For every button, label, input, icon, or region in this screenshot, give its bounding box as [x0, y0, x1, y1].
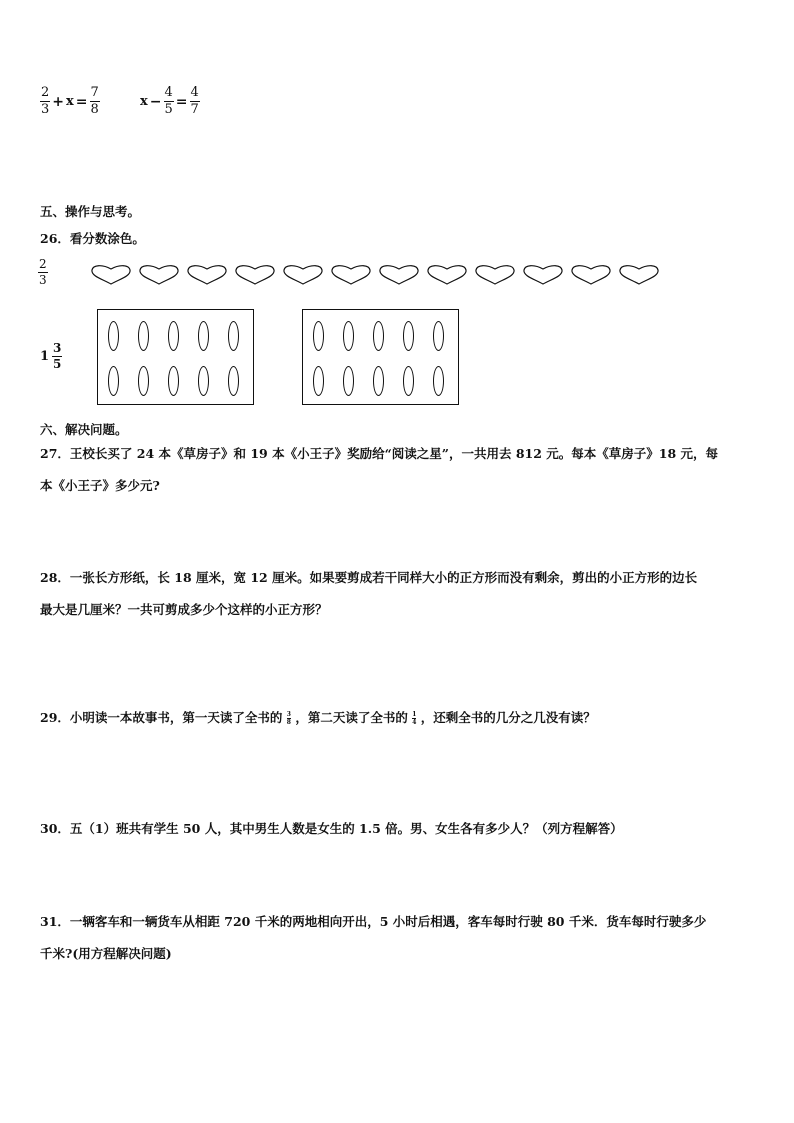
- heart-shape: [426, 264, 468, 286]
- oval-shape: [373, 321, 384, 351]
- numerator: 1: [412, 711, 417, 718]
- heart-shape: [234, 264, 276, 286]
- denominator: 5: [53, 357, 62, 372]
- denominator: 8: [286, 719, 291, 726]
- denominator: 8: [90, 102, 99, 118]
- numerator: 4: [164, 85, 173, 100]
- oval-shape: [313, 366, 324, 396]
- question-29-part-3: ，还剩全书的几分之几没有读？: [420, 710, 596, 725]
- fraction: [164, 86, 174, 118]
- equation-1: [40, 86, 100, 118]
- oval-shape: [108, 321, 119, 351]
- heart-shape: [618, 264, 660, 286]
- heart-shape: [522, 264, 564, 286]
- question-30-line-1: 30．五（1）班共有学生 50 人，其中男生人数是女生的 1.5 倍。男、女生各有多少人？（列方程解答）: [40, 821, 623, 836]
- heart-shape: [282, 264, 324, 286]
- denominator: 3: [41, 102, 50, 118]
- fraction: [52, 342, 62, 371]
- numerator: 3: [53, 341, 62, 355]
- oval-shape: [373, 366, 384, 396]
- plus-sign: +: [52, 93, 65, 110]
- hearts-row: [90, 264, 660, 286]
- question-27: [40, 438, 760, 502]
- heart-shape: [138, 264, 180, 286]
- oval-shape: [343, 321, 354, 351]
- question-29-part-1: 29．小明读一本故事书，第一天读了全书的: [40, 710, 283, 725]
- denominator: 5: [164, 102, 173, 118]
- oval-shape: [168, 366, 179, 396]
- oval-shape: [138, 321, 149, 351]
- fraction: [90, 86, 100, 118]
- fraction: [412, 711, 416, 726]
- heart-shape: [186, 264, 228, 286]
- question-29: [40, 702, 760, 734]
- question-26-title: 26．看分数涂色。: [40, 231, 145, 246]
- heart-shape: [330, 264, 372, 286]
- oval-shape: [343, 366, 354, 396]
- oval-shape: [168, 321, 179, 351]
- fraction: [40, 86, 50, 118]
- oval-grid: [303, 310, 458, 404]
- section-6-title: 六、解决问题。: [40, 422, 128, 437]
- whole-number: 1: [40, 349, 50, 365]
- question-31-line-2: 千米?(用方程解决问题): [40, 946, 172, 961]
- question-28: [40, 562, 760, 626]
- fraction: [190, 86, 200, 118]
- mixed-fraction: [40, 342, 62, 371]
- denominator: 3: [39, 273, 47, 288]
- heart-shape: [90, 264, 132, 286]
- question-29-part-2: ，第二天读了全书的: [295, 710, 408, 725]
- oval-shape: [138, 366, 149, 396]
- minus-sign: −: [149, 93, 162, 110]
- question-31-line-1: 31．一辆客车和一辆货车从相距 720 千米的两地相向开出，5 小时后相遇，客车每时行驶 80 千米．货车每时行驶多少: [40, 914, 707, 929]
- denominator: 7: [190, 102, 199, 118]
- question-27-line-1: 27．王校长买了 24 本《草房子》和 19 本《小王子》奖励给“阅读之星”，一共用去 812 元。每本《草房子》18 元，每: [40, 446, 719, 461]
- question-30: [40, 813, 760, 845]
- numerator: 2: [41, 85, 50, 100]
- heart-shape: [474, 264, 516, 286]
- fraction: [287, 711, 291, 726]
- variable: x: [66, 94, 74, 110]
- numerator: 3: [286, 711, 291, 718]
- denominator: 4: [412, 719, 417, 726]
- numerator: 7: [90, 85, 99, 100]
- section-5-title: 五、操作与思考。: [40, 204, 141, 219]
- oval-shape: [108, 366, 119, 396]
- numerator: 4: [190, 85, 199, 100]
- oval-shape: [198, 366, 209, 396]
- oval-shape: [403, 321, 414, 351]
- oval-shape: [228, 321, 239, 351]
- oval-box-2: [302, 309, 459, 405]
- heart-shape: [570, 264, 612, 286]
- oval-shape: [198, 321, 209, 351]
- equals-sign: =: [75, 93, 88, 110]
- oval-shape: [313, 321, 324, 351]
- question-28-line-2: 最大是几厘米？一共可剪成多少个这样的小正方形？: [40, 602, 328, 617]
- oval-shape: [403, 366, 414, 396]
- numerator: 2: [39, 257, 47, 271]
- oval-grid: [98, 310, 253, 404]
- question-27-line-2: 本《小王子》多少元?: [40, 478, 160, 493]
- heart-shape: [378, 264, 420, 286]
- variable: x: [140, 94, 148, 110]
- oval-shape: [228, 366, 239, 396]
- oval-shape: [433, 321, 444, 351]
- equals-sign: =: [175, 93, 188, 110]
- oval-shape: [433, 366, 444, 396]
- equation-2: [140, 86, 200, 118]
- question-28-line-1: 28．一张长方形纸，长 18 厘米，宽 12 厘米。如果要剪成若干同样大小的正方形而没有剩余，剪出的小正方形的边长: [40, 570, 698, 585]
- oval-box-1: [97, 309, 254, 405]
- question-31: [40, 906, 760, 970]
- hearts-fraction: [38, 258, 48, 287]
